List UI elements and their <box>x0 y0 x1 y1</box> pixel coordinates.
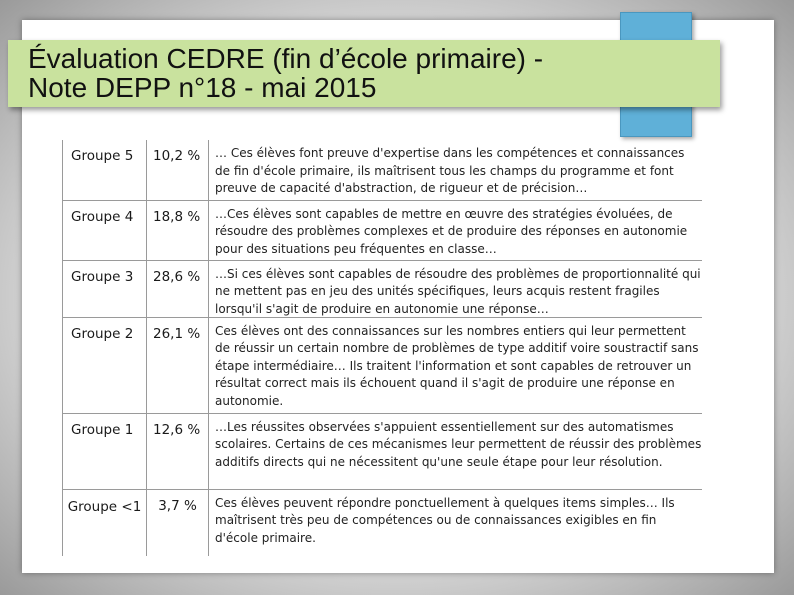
group-label: Groupe 2 <box>63 317 147 413</box>
table-row <box>63 260 703 317</box>
table-row <box>63 140 703 200</box>
results-table <box>62 140 702 556</box>
group-description: … Ces élèves font preuve d'expertise dans les compétences et connaissances de fin d'école primaire, ils maîtrisent tous les champs du programme et font preuve de capacité d'abstraction, de rigueur et de précision… <box>215 146 685 195</box>
title-line-2: Note DEPP n°18 - mai 2015 <box>28 72 377 103</box>
group-description: …Les réussites observées s'appuient essentiellement sur des automatismes scolaires. Certains de ces mécanismes leur permettent de réussir des problèmes additifs directs qui ne nécessitent qu'une seule étape pour leur résolution. <box>215 419 702 469</box>
table-row <box>63 489 703 556</box>
table-row <box>63 317 703 413</box>
group-label: Groupe 4 <box>63 200 147 260</box>
group-percent: 3,7 % <box>147 489 209 556</box>
group-percent: 12,6 % <box>147 413 209 489</box>
title-box <box>8 40 720 107</box>
group-description: Ces élèves ont des connaissances sur les nombres entiers qui leur permettent de réussir un certain nombre de problèmes de type additif voire soustractif sans étape intermédiaire… Ils traitent l'information et sont capables de retrouver un résultat correct mais ils échouent quand il s'agit de produire une réponse en autonomie. <box>215 323 699 408</box>
group-label: Groupe <1 <box>63 489 147 556</box>
group-description: …Si ces élèves sont capables de résoudre des problèmes de proportionnalité qui ne mettent pas en jeu des unités spécifiques, leurs acquis restent fragiles lorsqu'il s'agit de produire en autonomie une réponse… <box>215 266 701 316</box>
group-label: Groupe 5 <box>63 140 147 200</box>
group-label: Groupe 3 <box>63 260 147 317</box>
table-row <box>63 413 703 489</box>
group-description: Ces élèves peuvent répondre ponctuellement à quelques items simples… Ils maîtrisent très peu de compétences ou de connaissances exigibles en fin d'école primaire. <box>215 495 675 545</box>
group-percent: 18,8 % <box>147 200 209 260</box>
group-percent: 26,1 % <box>147 317 209 413</box>
group-description: …Ces élèves sont capables de mettre en œuvre des stratégies évoluées, de résoudre des problèmes complexes et de produire des réponses en autonomie pour des situations peu fréquentes en classe… <box>215 206 688 256</box>
title-line-1: Évaluation CEDRE (fin d’école primaire) - <box>28 43 544 74</box>
group-percent: 28,6 % <box>147 260 209 317</box>
group-percent: 10,2 % <box>147 140 209 200</box>
table-row <box>63 200 703 260</box>
group-label: Groupe 1 <box>63 413 147 489</box>
